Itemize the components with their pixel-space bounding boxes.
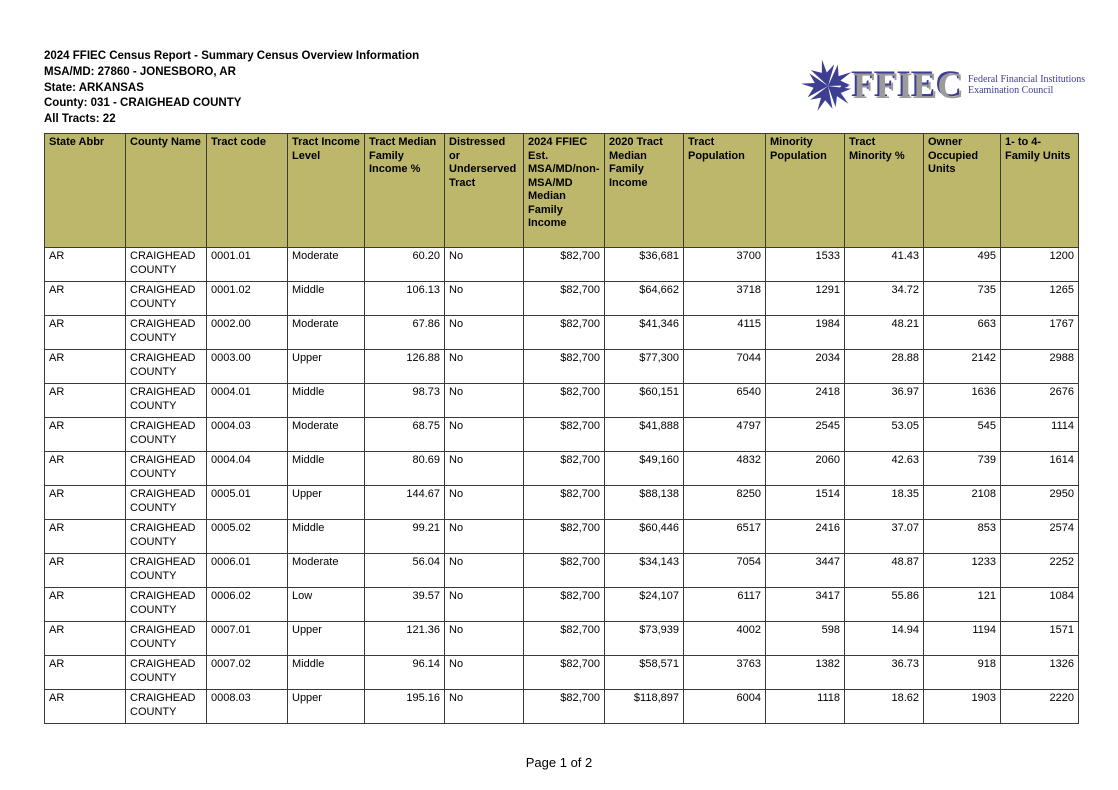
cell-county_name: CRAIGHEAD COUNTY <box>126 384 207 418</box>
cell-tract_median_family_income_pct: 121.36 <box>365 622 445 656</box>
cell-county_name: CRAIGHEAD COUNTY <box>126 282 207 316</box>
cell-tract_minority_pct: 28.88 <box>845 350 924 384</box>
cell-tract_income_level: Middle <box>288 656 365 690</box>
cell-tract_median_family_income_2020: $36,681 <box>605 248 684 282</box>
census-table-header-row <box>45 134 1079 248</box>
cell-family_units_1_to_4: 1614 <box>1001 452 1079 486</box>
cell-family_units_1_to_4: 2988 <box>1001 350 1079 384</box>
cell-tract_median_family_income_2020: $88,138 <box>605 486 684 520</box>
cell-state_abbr: AR <box>45 452 126 486</box>
cell-state_abbr: AR <box>45 622 126 656</box>
cell-tract_population: 4002 <box>684 622 766 656</box>
cell-family_units_1_to_4: 2252 <box>1001 554 1079 588</box>
cell-distressed_or_underserved_tract: No <box>445 520 524 554</box>
cell-distressed_or_underserved_tract: No <box>445 486 524 520</box>
cell-state_abbr: AR <box>45 248 126 282</box>
table-row <box>45 486 1079 520</box>
cell-tract_median_family_income_pct: 96.14 <box>365 656 445 690</box>
cell-tract_code: 0002.00 <box>207 316 288 350</box>
cell-state_abbr: AR <box>45 656 126 690</box>
column-header-tract_median_family_income_pct: Tract Median Family Income % <box>365 134 445 248</box>
column-header-tract_minority_pct: Tract Minority % <box>845 134 924 248</box>
cell-tract_minority_pct: 55.86 <box>845 588 924 622</box>
table-row <box>45 350 1079 384</box>
table-row <box>45 588 1079 622</box>
cell-state_abbr: AR <box>45 350 126 384</box>
cell-county_name: CRAIGHEAD COUNTY <box>126 350 207 384</box>
cell-minority_population: 2545 <box>766 418 845 452</box>
cell-state_abbr: AR <box>45 486 126 520</box>
cell-tract_median_family_income_2020: $41,888 <box>605 418 684 452</box>
cell-tract_minority_pct: 36.97 <box>845 384 924 418</box>
cell-tract_income_level: Moderate <box>288 418 365 452</box>
cell-distressed_or_underserved_tract: No <box>445 248 524 282</box>
cell-tract_code: 0003.00 <box>207 350 288 384</box>
cell-state_abbr: AR <box>45 418 126 452</box>
cell-ffiec_est_msa_md_median_family_income_2024: $82,700 <box>524 282 605 316</box>
cell-family_units_1_to_4: 1265 <box>1001 282 1079 316</box>
cell-tract_code: 0001.02 <box>207 282 288 316</box>
ffiec-org-line1: Federal Financial Institutions <box>968 73 1086 85</box>
cell-minority_population: 1514 <box>766 486 845 520</box>
cell-family_units_1_to_4: 1326 <box>1001 656 1079 690</box>
cell-tract_minority_pct: 36.73 <box>845 656 924 690</box>
cell-state_abbr: AR <box>45 384 126 418</box>
column-header-minority_population: Minority Population <box>766 134 845 248</box>
table-row <box>45 452 1079 486</box>
cell-owner_occupied_units: 495 <box>924 248 1001 282</box>
cell-tract_median_family_income_pct: 144.67 <box>365 486 445 520</box>
cell-tract_income_level: Upper <box>288 622 365 656</box>
cell-minority_population: 3417 <box>766 588 845 622</box>
cell-tract_median_family_income_pct: 99.21 <box>365 520 445 554</box>
cell-county_name: CRAIGHEAD COUNTY <box>126 248 207 282</box>
report-header <box>44 49 419 128</box>
cell-tract_minority_pct: 34.72 <box>845 282 924 316</box>
table-row <box>45 282 1079 316</box>
cell-tract_minority_pct: 53.05 <box>845 418 924 452</box>
cell-tract_minority_pct: 41.43 <box>845 248 924 282</box>
report-title: 2024 FFIEC Census Report - Summary Census Overview Information <box>44 50 420 62</box>
column-header-family_units_1_to_4: 1- to 4- Family Units <box>1001 134 1079 248</box>
cell-tract_code: 0001.01 <box>207 248 288 282</box>
cell-family_units_1_to_4: 1084 <box>1001 588 1079 622</box>
column-header-tract_code: Tract code <box>207 134 288 248</box>
ffiec-acronym: FFIEC <box>853 65 964 107</box>
cell-tract_population: 6517 <box>684 520 766 554</box>
cell-minority_population: 1118 <box>766 690 845 724</box>
cell-tract_median_family_income_pct: 195.16 <box>365 690 445 724</box>
cell-tract_code: 0007.01 <box>207 622 288 656</box>
cell-tract_code: 0007.02 <box>207 656 288 690</box>
cell-tract_median_family_income_2020: $41,346 <box>605 316 684 350</box>
cell-ffiec_est_msa_md_median_family_income_2024: $82,700 <box>524 656 605 690</box>
report-county: County: 031 - CRAIGHEAD COUNTY <box>44 97 242 110</box>
cell-tract_code: 0004.04 <box>207 452 288 486</box>
cell-tract_code: 0005.02 <box>207 520 288 554</box>
cell-minority_population: 598 <box>766 622 845 656</box>
cell-tract_median_family_income_pct: 126.88 <box>365 350 445 384</box>
column-header-tract_population: Tract Population <box>684 134 766 248</box>
cell-minority_population: 1291 <box>766 282 845 316</box>
cell-tract_population: 3700 <box>684 248 766 282</box>
cell-owner_occupied_units: 918 <box>924 656 1001 690</box>
cell-distressed_or_underserved_tract: No <box>445 316 524 350</box>
cell-tract_code: 0006.01 <box>207 554 288 588</box>
cell-tract_income_level: Moderate <box>288 554 365 588</box>
cell-owner_occupied_units: 2108 <box>924 486 1001 520</box>
cell-tract_income_level: Middle <box>288 452 365 486</box>
ffiec-org-line2: Examination Council <box>968 85 1054 96</box>
cell-owner_occupied_units: 1903 <box>924 690 1001 724</box>
cell-tract_minority_pct: 48.87 <box>845 554 924 588</box>
cell-ffiec_est_msa_md_median_family_income_2024: $82,700 <box>524 350 605 384</box>
cell-family_units_1_to_4: 1200 <box>1001 248 1079 282</box>
cell-ffiec_est_msa_md_median_family_income_2024: $82,700 <box>524 690 605 724</box>
cell-distressed_or_underserved_tract: No <box>445 418 524 452</box>
cell-tract_median_family_income_pct: 98.73 <box>365 384 445 418</box>
cell-tract_income_level: Moderate <box>288 316 365 350</box>
cell-tract_median_family_income_2020: $34,143 <box>605 554 684 588</box>
cell-tract_income_level: Upper <box>288 690 365 724</box>
page-indicator: Page 1 of 2 <box>525 755 593 770</box>
cell-tract_code: 0004.01 <box>207 384 288 418</box>
cell-county_name: CRAIGHEAD COUNTY <box>126 316 207 350</box>
table-row <box>45 656 1079 690</box>
cell-tract_median_family_income_2020: $60,446 <box>605 520 684 554</box>
cell-tract_median_family_income_2020: $118,897 <box>605 690 684 724</box>
cell-ffiec_est_msa_md_median_family_income_2024: $82,700 <box>524 588 605 622</box>
column-header-distressed_or_underserved_tract: Distressed or Underserved Tract <box>445 134 524 248</box>
cell-owner_occupied_units: 1194 <box>924 622 1001 656</box>
cell-county_name: CRAIGHEAD COUNTY <box>126 656 207 690</box>
cell-tract_income_level: Upper <box>288 486 365 520</box>
cell-tract_median_family_income_pct: 60.20 <box>365 248 445 282</box>
cell-tract_median_family_income_pct: 106.13 <box>365 282 445 316</box>
cell-minority_population: 1382 <box>766 656 845 690</box>
report-msa-md: MSA/MD: 27860 - JONESBORO, AR <box>44 65 236 78</box>
cell-minority_population: 2418 <box>766 384 845 418</box>
cell-ffiec_est_msa_md_median_family_income_2024: $82,700 <box>524 520 605 554</box>
cell-tract_income_level: Upper <box>288 350 365 384</box>
cell-tract_code: 0008.03 <box>207 690 288 724</box>
cell-distressed_or_underserved_tract: No <box>445 622 524 656</box>
cell-owner_occupied_units: 2142 <box>924 350 1001 384</box>
report-all-tracts: All Tracts: 22 <box>44 113 116 126</box>
cell-tract_minority_pct: 37.07 <box>845 520 924 554</box>
cell-tract_population: 7044 <box>684 350 766 384</box>
cell-tract_code: 0006.02 <box>207 588 288 622</box>
cell-ffiec_est_msa_md_median_family_income_2024: $82,700 <box>524 418 605 452</box>
cell-ffiec_est_msa_md_median_family_income_2024: $82,700 <box>524 248 605 282</box>
cell-tract_population: 4832 <box>684 452 766 486</box>
census-table <box>44 133 1079 724</box>
cell-tract_median_family_income_pct: 56.04 <box>365 554 445 588</box>
cell-minority_population: 1533 <box>766 248 845 282</box>
cell-minority_population: 2060 <box>766 452 845 486</box>
cell-tract_median_family_income_pct: 67.86 <box>365 316 445 350</box>
cell-tract_median_family_income_pct: 39.57 <box>365 588 445 622</box>
table-row <box>45 690 1079 724</box>
cell-distressed_or_underserved_tract: No <box>445 452 524 486</box>
cell-tract_median_family_income_pct: 68.75 <box>365 418 445 452</box>
report-state: State: ARKANSAS <box>44 81 144 94</box>
cell-tract_population: 7054 <box>684 554 766 588</box>
cell-tract_income_level: Moderate <box>288 248 365 282</box>
cell-owner_occupied_units: 739 <box>924 452 1001 486</box>
cell-distressed_or_underserved_tract: No <box>445 656 524 690</box>
census-table-body <box>45 248 1079 724</box>
cell-county_name: CRAIGHEAD COUNTY <box>126 588 207 622</box>
cell-owner_occupied_units: 545 <box>924 418 1001 452</box>
cell-distressed_or_underserved_tract: No <box>445 350 524 384</box>
cell-state_abbr: AR <box>45 588 126 622</box>
column-header-county_name: County Name <box>126 134 207 248</box>
cell-tract_population: 3763 <box>684 656 766 690</box>
cell-tract_median_family_income_2020: $77,300 <box>605 350 684 384</box>
cell-minority_population: 3447 <box>766 554 845 588</box>
cell-tract_population: 4115 <box>684 316 766 350</box>
cell-family_units_1_to_4: 2676 <box>1001 384 1079 418</box>
cell-owner_occupied_units: 121 <box>924 588 1001 622</box>
column-header-tract_median_family_income_2020: 2020 Tract Median Family Income <box>605 134 684 248</box>
cell-tract_median_family_income_2020: $64,662 <box>605 282 684 316</box>
cell-tract_population: 6117 <box>684 588 766 622</box>
table-row <box>45 248 1079 282</box>
ffiec-org-name <box>968 74 1085 97</box>
cell-tract_minority_pct: 18.62 <box>845 690 924 724</box>
cell-county_name: CRAIGHEAD COUNTY <box>126 418 207 452</box>
cell-tract_median_family_income_2020: $24,107 <box>605 588 684 622</box>
cell-county_name: CRAIGHEAD COUNTY <box>126 690 207 724</box>
cell-state_abbr: AR <box>45 554 126 588</box>
cell-tract_population: 6004 <box>684 690 766 724</box>
cell-family_units_1_to_4: 2950 <box>1001 486 1079 520</box>
table-row <box>45 554 1079 588</box>
cell-tract_population: 6540 <box>684 384 766 418</box>
cell-state_abbr: AR <box>45 520 126 554</box>
cell-county_name: CRAIGHEAD COUNTY <box>126 622 207 656</box>
ffiec-logo <box>793 52 1085 120</box>
cell-owner_occupied_units: 1233 <box>924 554 1001 588</box>
cell-tract_median_family_income_2020: $58,571 <box>605 656 684 690</box>
column-header-state_abbr: State Abbr <box>45 134 126 248</box>
cell-tract_minority_pct: 48.21 <box>845 316 924 350</box>
cell-ffiec_est_msa_md_median_family_income_2024: $82,700 <box>524 384 605 418</box>
cell-owner_occupied_units: 1636 <box>924 384 1001 418</box>
cell-distressed_or_underserved_tract: No <box>445 554 524 588</box>
cell-minority_population: 2416 <box>766 520 845 554</box>
cell-tract_income_level: Middle <box>288 520 365 554</box>
cell-ffiec_est_msa_md_median_family_income_2024: $82,700 <box>524 486 605 520</box>
cell-tract_population: 8250 <box>684 486 766 520</box>
cell-tract_median_family_income_pct: 80.69 <box>365 452 445 486</box>
column-header-tract_income_level: Tract Income Level <box>288 134 365 248</box>
cell-ffiec_est_msa_md_median_family_income_2024: $82,700 <box>524 316 605 350</box>
cell-tract_median_family_income_2020: $60,151 <box>605 384 684 418</box>
census-table-head <box>45 134 1079 248</box>
cell-owner_occupied_units: 853 <box>924 520 1001 554</box>
cell-distressed_or_underserved_tract: No <box>445 282 524 316</box>
cell-distressed_or_underserved_tract: No <box>445 690 524 724</box>
cell-family_units_1_to_4: 1767 <box>1001 316 1079 350</box>
cell-tract_minority_pct: 14.94 <box>845 622 924 656</box>
cell-owner_occupied_units: 735 <box>924 282 1001 316</box>
cell-tract_population: 3718 <box>684 282 766 316</box>
cell-tract_minority_pct: 18.35 <box>845 486 924 520</box>
cell-tract_code: 0005.01 <box>207 486 288 520</box>
cell-tract_code: 0004.03 <box>207 418 288 452</box>
table-row <box>45 520 1079 554</box>
cell-family_units_1_to_4: 1571 <box>1001 622 1079 656</box>
cell-tract_income_level: Middle <box>288 282 365 316</box>
column-header-ffiec_est_msa_md_median_family_income_2024: 2024 FFIEC Est. MSA/MD/non-MSA/MD Median Family Income <box>524 134 605 248</box>
cell-distressed_or_underserved_tract: No <box>445 384 524 418</box>
cell-minority_population: 1984 <box>766 316 845 350</box>
table-row <box>45 384 1079 418</box>
cell-tract_population: 4797 <box>684 418 766 452</box>
cell-state_abbr: AR <box>45 316 126 350</box>
cell-minority_population: 2034 <box>766 350 845 384</box>
cell-tract_income_level: Low <box>288 588 365 622</box>
cell-family_units_1_to_4: 2574 <box>1001 520 1079 554</box>
cell-family_units_1_to_4: 1114 <box>1001 418 1079 452</box>
cell-state_abbr: AR <box>45 690 126 724</box>
cell-family_units_1_to_4: 2220 <box>1001 690 1079 724</box>
cell-ffiec_est_msa_md_median_family_income_2024: $82,700 <box>524 452 605 486</box>
cell-county_name: CRAIGHEAD COUNTY <box>126 486 207 520</box>
table-row <box>45 622 1079 656</box>
cell-owner_occupied_units: 663 <box>924 316 1001 350</box>
cell-tract_income_level: Middle <box>288 384 365 418</box>
cell-tract_median_family_income_2020: $49,160 <box>605 452 684 486</box>
table-row <box>45 418 1079 452</box>
cell-state_abbr: AR <box>45 282 126 316</box>
cell-ffiec_est_msa_md_median_family_income_2024: $82,700 <box>524 554 605 588</box>
cell-county_name: CRAIGHEAD COUNTY <box>126 554 207 588</box>
cell-tract_minority_pct: 42.63 <box>845 452 924 486</box>
table-row <box>45 316 1079 350</box>
cell-tract_median_family_income_2020: $73,939 <box>605 622 684 656</box>
cell-distressed_or_underserved_tract: No <box>445 588 524 622</box>
column-header-owner_occupied_units: Owner Occupied Units <box>924 134 1001 248</box>
cell-county_name: CRAIGHEAD COUNTY <box>126 520 207 554</box>
cell-county_name: CRAIGHEAD COUNTY <box>126 452 207 486</box>
cell-ffiec_est_msa_md_median_family_income_2024: $82,700 <box>524 622 605 656</box>
